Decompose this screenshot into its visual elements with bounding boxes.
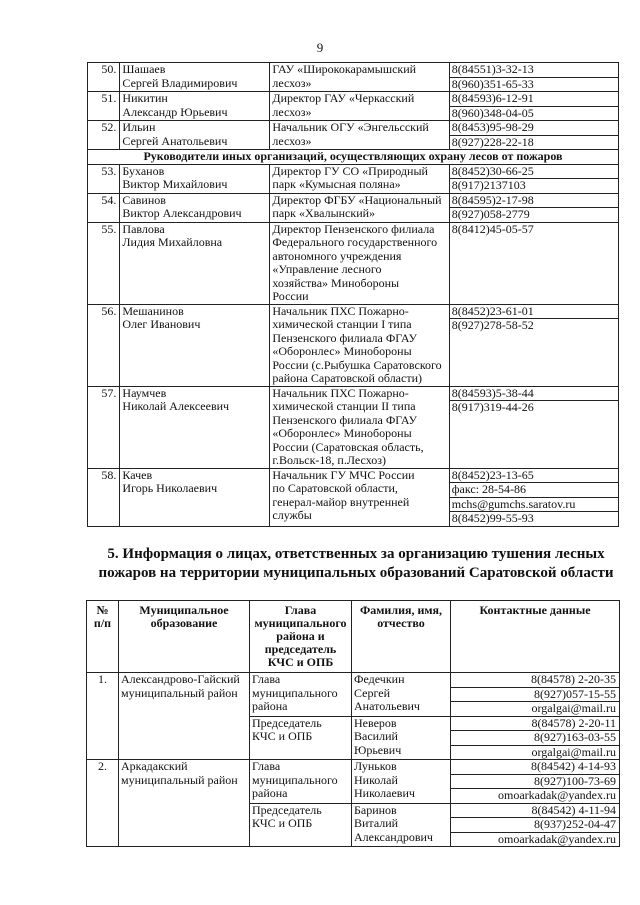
name-line: Виктор Михайлович xyxy=(122,177,228,191)
contact-list xyxy=(451,673,620,717)
position-line: «Оборонлес» Минобороны xyxy=(272,344,412,358)
phone-list xyxy=(449,386,618,468)
header-head xyxy=(250,601,352,673)
name-line: Мешанинов xyxy=(122,303,184,318)
phone-entry: 8(960)348-04-05 xyxy=(451,105,534,120)
position-line: района Саратовской области) xyxy=(272,371,422,385)
fio-line: Николаевич xyxy=(354,786,415,800)
contact-entry: omoarkadak@yandex.ru xyxy=(497,831,616,846)
row-number: 54. xyxy=(88,193,120,222)
name-line: Виктор Александрович xyxy=(122,206,242,220)
header-line: образование xyxy=(150,616,218,630)
phone-list xyxy=(449,468,618,526)
contact-entry: orgalgai@mail.ru xyxy=(531,744,616,759)
person-fio xyxy=(352,673,451,717)
position-line: России (с.Рыбушка Саратовского xyxy=(272,357,442,372)
fio-line: Баринов xyxy=(354,802,397,817)
section-title: Руководители иных организаций, осуществляющих охрану лесов от пожаров xyxy=(88,150,619,165)
header-line: Контактные данные xyxy=(479,603,591,617)
position-line: Начальник ОГУ «Энгельсский xyxy=(272,120,429,134)
phone-entry: 8(917)2137103 xyxy=(451,178,526,192)
heading-line: пожаров на территории муниципальных образований Саратовской области xyxy=(98,565,614,581)
position-line: службы xyxy=(272,508,312,522)
role-line: района xyxy=(252,786,288,800)
name-line: Буханов xyxy=(122,163,165,178)
row-number: 55. xyxy=(88,222,120,304)
name-line: Игорь Николаевич xyxy=(122,481,218,495)
position-line: парк «Хвалынский» xyxy=(272,206,376,220)
phone-entry: 8(960)351-65-33 xyxy=(451,76,534,91)
fire-protection-contacts-table xyxy=(87,62,619,527)
person-fio xyxy=(352,760,451,804)
header-line: Муниципальное xyxy=(139,603,229,617)
position-line: Директор ГУ СО «Природный xyxy=(272,163,428,178)
position-line: России (Саратовская область, xyxy=(272,439,424,454)
header-municipality xyxy=(119,601,250,673)
phone-list xyxy=(449,222,618,304)
row-number: 1. xyxy=(87,673,119,760)
phone-list xyxy=(449,164,618,193)
person-role xyxy=(250,803,352,847)
person-name xyxy=(120,164,270,193)
person-role xyxy=(250,760,352,804)
fio-line: Виталий xyxy=(354,816,399,830)
name-line: Никитин xyxy=(122,91,168,105)
person-name xyxy=(120,121,270,150)
row-number: 52. xyxy=(88,121,120,150)
position-line: Директор ГАУ «Черкасский xyxy=(272,91,415,105)
person-name xyxy=(120,193,270,222)
fio-line: Федечкин xyxy=(354,672,405,686)
municipality-line: муниципальный район xyxy=(121,685,238,700)
position-line: «Оборонлес» Минобороны xyxy=(272,426,412,440)
phone-entry: 8(84551)3-32-13 xyxy=(450,63,618,78)
contact-list xyxy=(451,803,620,847)
table-row xyxy=(88,121,619,150)
name-line: Наумчев xyxy=(122,385,167,400)
person-position xyxy=(270,121,449,150)
municipality-line: Аркадакский xyxy=(121,759,188,773)
fio-line: Неверов xyxy=(354,715,397,730)
name-line: Лидия Михайловна xyxy=(122,235,223,249)
role-line: Председатель xyxy=(252,802,322,817)
contact-entry: 8(927)163-03-55 xyxy=(451,731,619,746)
person-name xyxy=(120,304,270,386)
name-line: Качев xyxy=(122,467,153,482)
role-line: КЧС и ОПБ xyxy=(252,729,313,743)
phone-entry: 8(927)058-2779 xyxy=(451,207,530,221)
position-line: Федерального государственного xyxy=(272,235,438,249)
position-line: Пензенского филиала ФГАУ xyxy=(272,412,418,427)
table-row xyxy=(88,92,619,121)
table-row xyxy=(88,386,619,468)
person-position xyxy=(270,386,449,468)
person-name xyxy=(120,63,270,92)
phone-list xyxy=(449,63,618,92)
table-row xyxy=(88,468,619,526)
position-line: «Управление лесного xyxy=(272,262,382,276)
phone-entry: 8(84593)6-12-91 xyxy=(450,92,618,107)
position-line: хозяйства» Минобороны xyxy=(272,275,400,290)
person-fio xyxy=(352,803,451,847)
municipality-name xyxy=(119,673,250,760)
header-line: № xyxy=(96,603,109,617)
contact-entry: 8(937)252-04-47 xyxy=(451,818,619,833)
fio-line: Юрьевич xyxy=(354,742,402,757)
phone-entry: факс: 28-54-86 xyxy=(450,483,618,498)
position-line: Пензенского филиала ФГАУ xyxy=(272,330,418,345)
contact-entry: orgalgai@mail.ru xyxy=(531,701,616,715)
fio-line: Анатольевич xyxy=(354,699,420,713)
table-row xyxy=(88,164,619,193)
fio-line: Василий xyxy=(354,729,398,743)
header-line: председатель xyxy=(264,642,337,656)
role-line: КЧС и ОПБ xyxy=(252,816,313,830)
position-line: генерал-майор внутренней xyxy=(272,494,410,509)
name-line: Сергей Владимирович xyxy=(122,75,238,90)
phone-entry: 8(8452)99-55-93 xyxy=(451,511,534,525)
name-line: Савинов xyxy=(122,192,166,207)
header-line: Глава xyxy=(284,603,317,617)
phone-entry: 8(8452)30-66-25 xyxy=(450,165,618,180)
phone-entry: 8(8452)23-61-01 xyxy=(450,305,618,320)
person-name xyxy=(120,386,270,468)
position-line: Начальник ПХС Пожарно- xyxy=(272,303,409,318)
position-line: Директор ФГБУ «Национальный xyxy=(272,192,442,207)
row-number: 51. xyxy=(88,92,120,121)
position-line: парк «Кумысная поляна» xyxy=(272,177,401,191)
phone-entry: mchs@gumchs.saratov.ru xyxy=(450,498,618,513)
phone-list xyxy=(449,193,618,222)
municipal-responsibles-table xyxy=(86,600,620,847)
header-num xyxy=(87,601,119,673)
header-fio xyxy=(352,601,451,673)
phone-list xyxy=(449,92,618,121)
fio-line: Николай xyxy=(354,772,398,787)
person-name xyxy=(120,468,270,526)
heading-line: 5. Информация о лицах, ответственных за организацию тушения лесных xyxy=(107,546,605,562)
contact-entry: omoarkadak@yandex.ru xyxy=(497,788,616,802)
phone-list xyxy=(449,121,618,150)
fio-line: Сергей xyxy=(354,685,390,700)
contact-entry: 8(84578) 2-20-35 xyxy=(451,673,619,688)
municipality-line: Александрово-Гайский xyxy=(121,672,240,686)
phone-entry: 8(927)228-22-18 xyxy=(451,134,534,149)
position-line: химической станции I типа xyxy=(272,317,412,331)
phone-entry: 8(8452)23-13-65 xyxy=(450,469,618,484)
table-row xyxy=(88,193,619,222)
position-line: лесхоз» xyxy=(272,104,312,119)
name-line: Александр Юрьевич xyxy=(122,104,228,119)
row-number: 50. xyxy=(88,63,120,92)
phone-entry: 8(917)319-44-26 xyxy=(451,400,534,414)
fio-line: Александрович xyxy=(354,829,433,844)
name-line: Сергей Анатольевич xyxy=(122,133,228,148)
person-position xyxy=(270,164,449,193)
row-number: 56. xyxy=(88,304,120,386)
person-position xyxy=(270,222,449,304)
phone-entry: 8(8412)45-05-57 xyxy=(451,221,534,236)
table-row xyxy=(87,673,620,717)
person-position xyxy=(270,63,449,92)
table-row xyxy=(88,63,619,92)
phone-list xyxy=(449,304,618,386)
name-line: Николай Алексеевич xyxy=(122,399,230,413)
section-5-heading xyxy=(96,545,616,583)
position-line: химической станции II типа xyxy=(272,399,416,413)
header-line: КЧС и ОПБ xyxy=(267,655,334,669)
page-number: 9 xyxy=(316,40,324,55)
table-row xyxy=(88,222,619,304)
header-line: отчество xyxy=(377,616,425,630)
header-line: района и xyxy=(276,629,325,643)
contact-entry: 8(84578) 2-20-11 xyxy=(451,717,619,732)
row-number: 53. xyxy=(88,164,120,193)
header-line: муниципального xyxy=(254,616,347,630)
phone-entry: 8(8453)95-98-29 xyxy=(450,121,618,136)
table-header-row xyxy=(87,601,620,673)
phone-entry: 8(84593)5-38-44 xyxy=(450,387,618,402)
person-name xyxy=(120,222,270,304)
person-position xyxy=(270,304,449,386)
table-row xyxy=(88,304,619,386)
role-line: Председатель xyxy=(252,715,322,730)
position-line: ГАУ «Ширококарамышский xyxy=(272,62,417,76)
name-line: Ильин xyxy=(122,120,156,134)
municipality-name xyxy=(119,760,250,847)
phone-entry: 8(927)278-58-52 xyxy=(451,318,534,332)
name-line: Олег Иванович xyxy=(122,317,201,331)
header-line: п/п xyxy=(93,616,112,630)
position-line: г.Вольск-18, п.Лесхоз) xyxy=(272,453,386,467)
contact-list xyxy=(451,760,620,804)
person-fio xyxy=(352,716,451,760)
position-line: автономного учреждения xyxy=(272,248,402,263)
name-line: Шашаев xyxy=(122,62,166,76)
phone-entry: 8(84595)2-17-98 xyxy=(450,194,618,209)
section-row xyxy=(88,150,619,165)
fio-line: Луньков xyxy=(354,759,397,773)
position-line: по Саратовской области, xyxy=(272,481,398,495)
role-line: Глава xyxy=(252,672,281,686)
contact-entry: 8(84542) 4-11-94 xyxy=(451,804,619,819)
person-position xyxy=(270,193,449,222)
person-position xyxy=(270,92,449,121)
person-role xyxy=(250,716,352,760)
position-line: России xyxy=(272,289,309,303)
row-number: 57. xyxy=(88,386,120,468)
row-number: 2. xyxy=(87,760,119,847)
role-line: муниципального xyxy=(252,685,338,700)
role-line: муниципального xyxy=(252,772,338,787)
role-line: района xyxy=(252,699,288,713)
contact-entry: 8(927)057-15-55 xyxy=(451,688,619,703)
contact-entry: 8(84542) 4-14-93 xyxy=(451,760,619,775)
position-line: Директор Пензенского филиала xyxy=(272,221,435,236)
row-number: 58. xyxy=(88,468,120,526)
contact-list xyxy=(451,716,620,760)
person-role xyxy=(250,673,352,717)
table-row xyxy=(87,760,620,804)
position-line: лесхоз» xyxy=(272,133,312,148)
position-line: Начальник ГУ МЧС России xyxy=(272,467,415,482)
person-name xyxy=(120,92,270,121)
header-line: Фамилия, имя, xyxy=(359,603,443,617)
position-line: лесхоз» xyxy=(272,75,312,90)
person-position xyxy=(270,468,449,526)
role-line: Глава xyxy=(252,759,281,773)
contact-entry: 8(927)100-73-69 xyxy=(451,775,619,790)
name-line: Павлова xyxy=(122,221,165,236)
position-line: Начальник ПХС Пожарно- xyxy=(272,385,409,400)
municipality-line: муниципальный район xyxy=(121,772,238,787)
header-contacts xyxy=(451,601,620,673)
